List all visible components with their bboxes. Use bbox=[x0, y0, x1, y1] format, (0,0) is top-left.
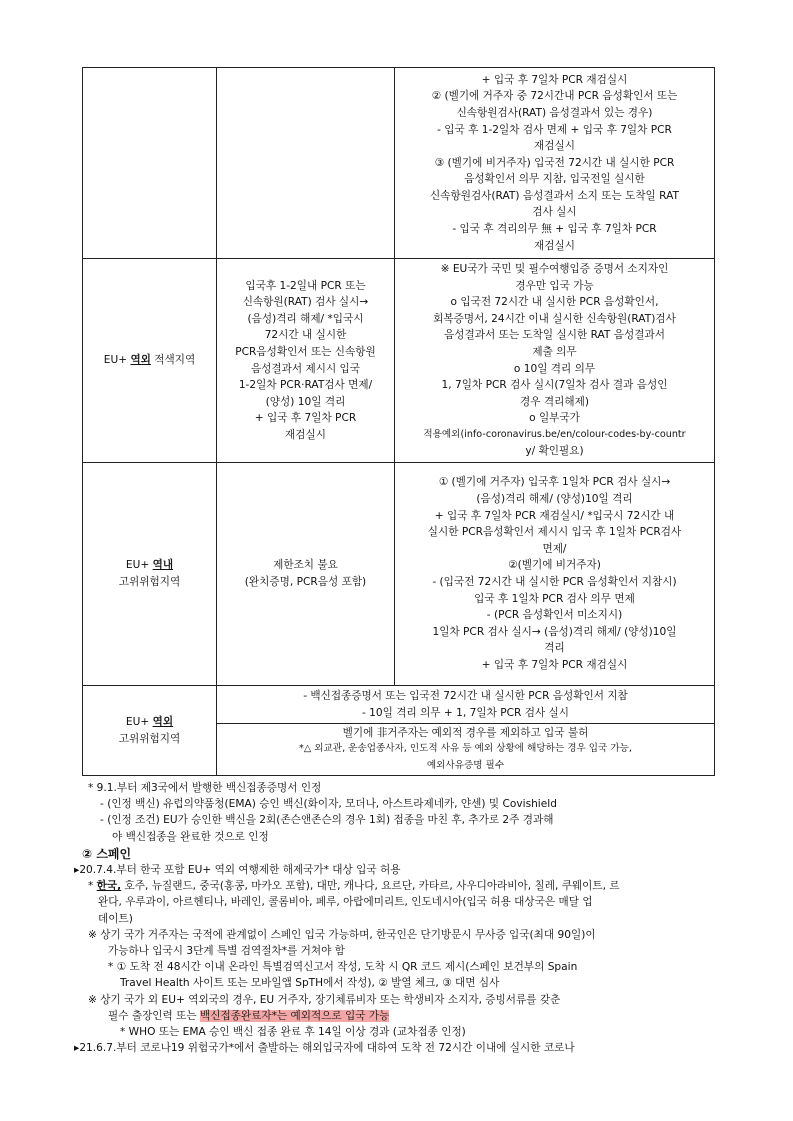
text-line: + 입국 후 7일차 PCR 재검실시 bbox=[481, 73, 628, 86]
text-line: - (입국전 72시간 내 실시한 PCR 음성확인서 지참시) bbox=[432, 576, 677, 588]
text-line: - 10일 격리 의무 + 1, 7일차 PCR 검사 실시 bbox=[361, 706, 570, 719]
text-line: 재검실시 bbox=[534, 140, 575, 153]
detail-cell bbox=[395, 259, 715, 463]
note-line bbox=[82, 1008, 722, 1024]
note-line: Travel Health 사이트 또는 모바일앱 SpTH에서 작성), ② 발열 체크, ③ 대면 심사 bbox=[120, 977, 500, 990]
section-heading: ② 스페인 bbox=[82, 846, 132, 861]
region-prefix: EU+ bbox=[125, 559, 153, 572]
region-cell bbox=[83, 68, 217, 259]
text-line: ※ EU국가 국민 및 필수여행입증 증명서 소지자인 bbox=[440, 262, 669, 275]
detail-cell bbox=[395, 463, 715, 686]
text-span: 필수 출장인력 또는 bbox=[108, 1009, 200, 1022]
text-line: 경우 격리해제) bbox=[520, 395, 589, 408]
region-keyword: 역외 bbox=[130, 354, 151, 367]
highlighted-text: 백신접종완료자*는 예외적으로 입국 가능 bbox=[199, 1009, 390, 1022]
region-cell bbox=[83, 463, 217, 686]
region-suffix: 적색지역 bbox=[150, 354, 196, 367]
text-line: 음성확인서 의무 지참, 입국전일 실시한 bbox=[464, 173, 645, 186]
region-cell bbox=[83, 259, 217, 463]
text-line: (음성)격리 해제/ (양성)10일 격리 bbox=[476, 493, 633, 506]
note-line: - (인정 백신) 유럽의약품청(EMA) 승인 백신(화이자, 모더나, 아스트라제네카, 얀센) 및 Covishield bbox=[100, 798, 557, 811]
note-line: 가능하나 입국시 3단계 특별 검역절차*를 거쳐야 함 bbox=[108, 945, 345, 958]
text-line: - 입국 후 격리의무 無 + 입국 후 7일차 PCR bbox=[452, 223, 657, 236]
note-line: * WHO 또는 EMA 승인 백신 접종 완료 후 14일 이상 경과 (교차접종 인정) bbox=[120, 1026, 466, 1039]
text-line: 음성결과서 제시시 입국 bbox=[250, 362, 361, 375]
text-line: 예외사유증명 필수 bbox=[426, 759, 505, 771]
text-line: 1, 7일차 PCR 검사 실시(7일차 검사 결과 음성인 bbox=[441, 379, 668, 392]
text-line: 1-2일차 PCR·RAT검사 면제/ bbox=[238, 379, 373, 392]
text-line: 회복증명서, 24시간 이내 실시한 신속항원(RAT)검사 bbox=[433, 312, 676, 325]
text-line: 입국후 1-2일내 PCR 또는 bbox=[245, 279, 366, 292]
note-line: 완다, 우루과이, 아르헨티나, 바레인, 콜롬비아, 페루, 아랍에미리트, 인도네시아(입국 허용 대상국은 매달 업 bbox=[98, 896, 593, 909]
text-line: 1일차 PCR 검사 실시→ (음성)격리 해제/ (양성)10일 bbox=[432, 625, 677, 638]
text-line: 72시간 내 실시한 bbox=[264, 329, 347, 342]
text-line: 음성결과서 또는 도착일 실시한 RAT 음성결과서 bbox=[444, 329, 665, 342]
text-line: (음성)격리 해제/ *입국시 bbox=[247, 312, 364, 325]
text-line: 제출 의무 bbox=[532, 345, 577, 358]
entry-rules-table bbox=[82, 67, 715, 776]
text-line: + 입국 후 7일차 PCR bbox=[254, 412, 357, 425]
measure-cell bbox=[217, 259, 395, 463]
text-line: 입국 후 1일차 PCR 검사 의무 면제 bbox=[474, 592, 635, 605]
text-line: *△ 외교관, 운송업종사자, 인도적 사유 등 예외 상황에 해당하는 경우 입국 가능, bbox=[299, 743, 632, 755]
text-line: + 입국 후 7일차 PCR 재검실시 bbox=[481, 658, 628, 671]
note-line: ▸21.6.7.부터 코로나19 위험국가*에서 출발하는 해외입국자에 대하여 도착 전 72시간 이내에 실시한 코로나 bbox=[74, 1042, 575, 1055]
region-prefix: EU+ bbox=[125, 715, 153, 728]
text-line: y/ 확인필요) bbox=[525, 445, 584, 458]
korea-label: 한국, bbox=[96, 880, 122, 893]
country-list: 호주, 뉴질랜드, 중국(홍콩, 마카오 포함), 대만, 캐나다, 요르단, 카타르, 사우디아라비아, 칠레, 쿠웨이트, 르 bbox=[121, 880, 620, 893]
text-line: + 입국 후 7일차 PCR 재검실시/ *입국시 72시간 내 bbox=[434, 509, 675, 522]
text-line: - 입국 후 1-2일차 검사 면제 + 입국 후 7일차 PCR bbox=[437, 123, 672, 136]
note-line: * ① 도착 전 48시간 이내 온라인 특별검역신고서 작성, 도착 시 QR 코드 제시(스페인 보건부의 Spain bbox=[108, 961, 578, 974]
region-cell bbox=[83, 686, 217, 776]
text-line: o 10일 격리 의무 bbox=[513, 362, 596, 375]
text-line: 제한조치 불요 bbox=[273, 559, 338, 572]
text-line: PCR음성확인서 또는 신속항원 bbox=[235, 345, 376, 358]
text-line: 실시한 PCR음성확인서 제시시 입국 후 1일차 PCR검사 bbox=[427, 526, 682, 539]
text-line: 신속항원검사(RAT) 음성결과서 있는 경우) bbox=[456, 106, 653, 119]
measure-cell bbox=[217, 463, 395, 686]
region-keyword: 역내 bbox=[152, 559, 174, 572]
region-line-2: 고위위험지역 bbox=[118, 732, 181, 745]
note-line: 야 백신접종을 완료한 것으로 인정 bbox=[112, 830, 269, 843]
text-line: - (PCR 음성확인서 미소지시) bbox=[486, 609, 623, 622]
text-line: 벨기에 非거주자는 예외적 경우를 제외하고 입국 불허 bbox=[342, 726, 589, 739]
text-line: o 일부국가 bbox=[529, 412, 580, 425]
text-line: 면제/ bbox=[542, 542, 567, 555]
region-keyword: 역외 bbox=[152, 715, 174, 728]
merged-detail-cell bbox=[217, 724, 715, 776]
merged-detail-cell bbox=[217, 686, 715, 724]
text-line: ② (벨기에 거주자 중 72시간내 PCR 음성확인서 또는 bbox=[431, 90, 678, 103]
region-line bbox=[85, 714, 214, 731]
region-prefix: EU+ bbox=[103, 354, 131, 367]
table-row bbox=[83, 686, 715, 724]
region-line-2: 고위위험지역 bbox=[118, 576, 181, 588]
note-line: ※ 상기 국가 외 EU+ 역외국의 경우, EU 거주자, 장기체류비자 또는 학생비자 소지자, 증빙서류를 갖춘 bbox=[88, 993, 561, 1006]
detail-cell bbox=[395, 68, 715, 259]
text-line: 경우만 입국 가능 bbox=[515, 279, 594, 292]
notes-section bbox=[74, 780, 722, 1056]
note-line: ※ 상기 국가 거주자는 국적에 관계없이 스페인 입국 가능하며, 한국인은 단기방문시 무사증 입국(최대 90일)이 bbox=[88, 928, 596, 941]
measure-cell bbox=[217, 68, 395, 259]
table-row bbox=[83, 463, 715, 686]
text-line: ②(벨기에 비거주자) bbox=[508, 559, 601, 572]
table-row bbox=[83, 259, 715, 463]
text-line: (양성) 10일 격리 bbox=[265, 395, 346, 408]
note-line: * 9.1.부터 제3국에서 발행한 백신접종증명서 인정 bbox=[88, 782, 322, 794]
text-line: ① (벨기에 거주자) 입국후 1일차 PCR 검사 실시→ bbox=[438, 476, 671, 489]
note-line: * 한국, 호주, 뉴질랜드, 중국(홍콩, 마카오 포함), 대만, 캐나다, 요르단, 카타르, 사우디아라비아, 칠레, 쿠웨이트, 르 bbox=[88, 880, 620, 893]
note-line: - (인정 조건) EU가 승인한 백신을 2회(존슨앤존슨의 경우 1회) 접종을 마친 후, 추가로 2주 경과해 bbox=[100, 814, 554, 827]
table-row bbox=[83, 68, 715, 259]
text-line: o 입국전 72시간 내 실시한 PCR 음성확인서, bbox=[450, 296, 659, 309]
text-line: (완치증명, PCR음성 포함) bbox=[244, 576, 367, 588]
text-line: 검사 실시 bbox=[532, 206, 577, 219]
text-line: 적용예외(info-coronavirus.be/en/colour-codes-by-countr bbox=[423, 428, 686, 440]
text-line: 격리 bbox=[544, 642, 565, 655]
note-line: ▸20.7.4.부터 한국 포함 EU+ 역외 여행제한 해제국가* 대상 입국 허용 bbox=[74, 864, 401, 877]
region-line bbox=[85, 557, 214, 574]
text-line: 재검실시 bbox=[534, 239, 575, 252]
text-line: 재검실시 bbox=[285, 428, 326, 441]
note-line: 데이트) bbox=[98, 912, 133, 925]
text-line: 신속항원(RAT) 검사 실시→ bbox=[242, 296, 369, 309]
text-line: ③ (벨기에 비거주자) 입국전 72시간 내 실시한 PCR bbox=[434, 156, 675, 169]
text-line: - 백신접종증명서 또는 입국전 72시간 내 실시한 PCR 음성확인서 지참 bbox=[303, 689, 628, 702]
text-line: 신속항원검사(RAT) 음성결과서 소지 또는 도착일 RAT bbox=[430, 189, 679, 202]
